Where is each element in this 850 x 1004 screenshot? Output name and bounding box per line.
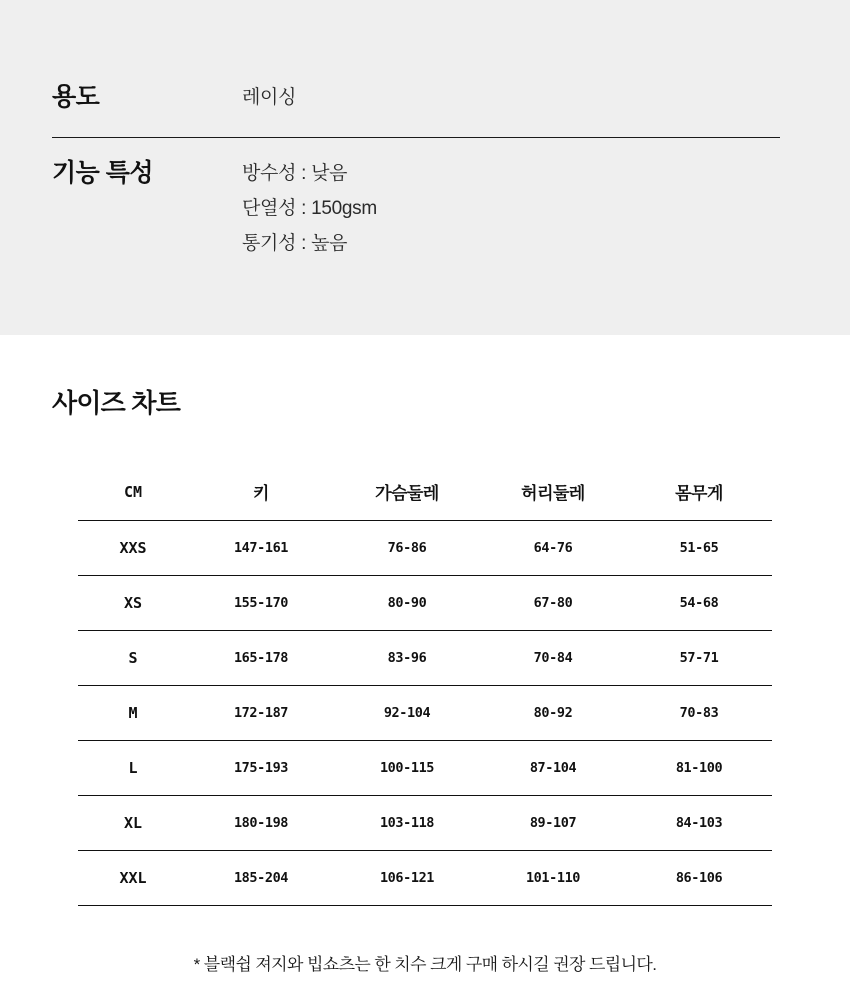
spec-divider	[52, 137, 780, 138]
cell-height: 147-161	[233, 539, 289, 556]
cell-weight: 84-103	[675, 814, 723, 831]
table-row	[78, 850, 772, 905]
cell-weight: 70-83	[679, 704, 719, 721]
spec-section	[0, 0, 850, 335]
cell-waist: 67-80	[533, 594, 573, 611]
spec-label-usage: 용도	[52, 83, 100, 111]
table-row	[78, 630, 772, 685]
cell-size: XXS	[119, 538, 147, 557]
cell-height: 180-198	[233, 814, 289, 831]
spec-value-features	[242, 156, 377, 261]
cell-waist: 64-76	[533, 539, 573, 556]
column-header-weight: 몸무게	[675, 484, 723, 504]
column-header-unit: CM	[123, 482, 143, 501]
spec-value-line-insulation: 단열성 : 150gsm	[242, 198, 377, 220]
table-row	[78, 685, 772, 740]
table-row	[78, 575, 772, 630]
cell-waist: 87-104	[529, 759, 577, 776]
spec-value-line-waterproof: 방수성 : 낮음	[242, 163, 348, 185]
table-row	[78, 740, 772, 795]
table-row	[78, 520, 772, 575]
cell-size: L	[128, 758, 138, 777]
cell-waist: 70-84	[533, 649, 573, 666]
cell-chest: 76-86	[387, 539, 427, 556]
cell-chest: 106-121	[379, 869, 435, 886]
cell-size: XS	[123, 593, 143, 612]
cell-weight: 57-71	[679, 649, 719, 666]
cell-chest: 80-90	[387, 594, 427, 611]
size-chart-body	[78, 520, 772, 905]
cell-chest: 83-96	[387, 649, 427, 666]
cell-height: 165-178	[233, 649, 289, 666]
spec-row-usage	[52, 80, 780, 115]
cell-waist: 89-107	[529, 814, 577, 831]
size-chart-section	[0, 335, 850, 975]
column-header-waist: 허리둘레	[521, 484, 585, 504]
cell-size: M	[128, 703, 138, 722]
spec-value-line: 레이싱	[242, 87, 297, 108]
cell-waist: 101-110	[525, 869, 581, 886]
cell-size: XL	[123, 813, 143, 832]
size-chart-title: 사이즈 차트	[52, 388, 181, 418]
column-header-chest: 가슴둘레	[375, 484, 439, 504]
size-chart-table	[78, 476, 772, 906]
size-chart-footnote: * 블랙쉽 져지와 빕쇼츠는 한 치수 크게 구매 하시길 권장 드립니다.	[193, 954, 657, 974]
cell-weight: 51-65	[679, 539, 719, 556]
size-chart-head	[78, 476, 772, 520]
spec-row-features	[52, 156, 780, 261]
cell-height: 175-193	[233, 759, 289, 776]
cell-size: S	[128, 648, 138, 667]
cell-size: XXL	[119, 868, 147, 887]
cell-height: 172-187	[233, 704, 289, 721]
cell-weight: 86-106	[675, 869, 723, 886]
table-row	[78, 795, 772, 850]
spec-value-usage	[242, 80, 296, 115]
table-header-row	[78, 476, 772, 520]
cell-weight: 81-100	[675, 759, 723, 776]
cell-weight: 54-68	[679, 594, 719, 611]
cell-chest: 92-104	[383, 704, 431, 721]
column-header-height: 키	[253, 484, 269, 504]
cell-waist: 80-92	[533, 704, 573, 721]
cell-height: 185-204	[233, 869, 289, 886]
spec-label-features: 기능 특성	[52, 159, 154, 188]
cell-height: 155-170	[233, 594, 289, 611]
cell-chest: 103-118	[379, 814, 435, 831]
spec-value-line-breathability: 통기성 : 높음	[242, 233, 348, 255]
cell-chest: 100-115	[379, 759, 435, 776]
